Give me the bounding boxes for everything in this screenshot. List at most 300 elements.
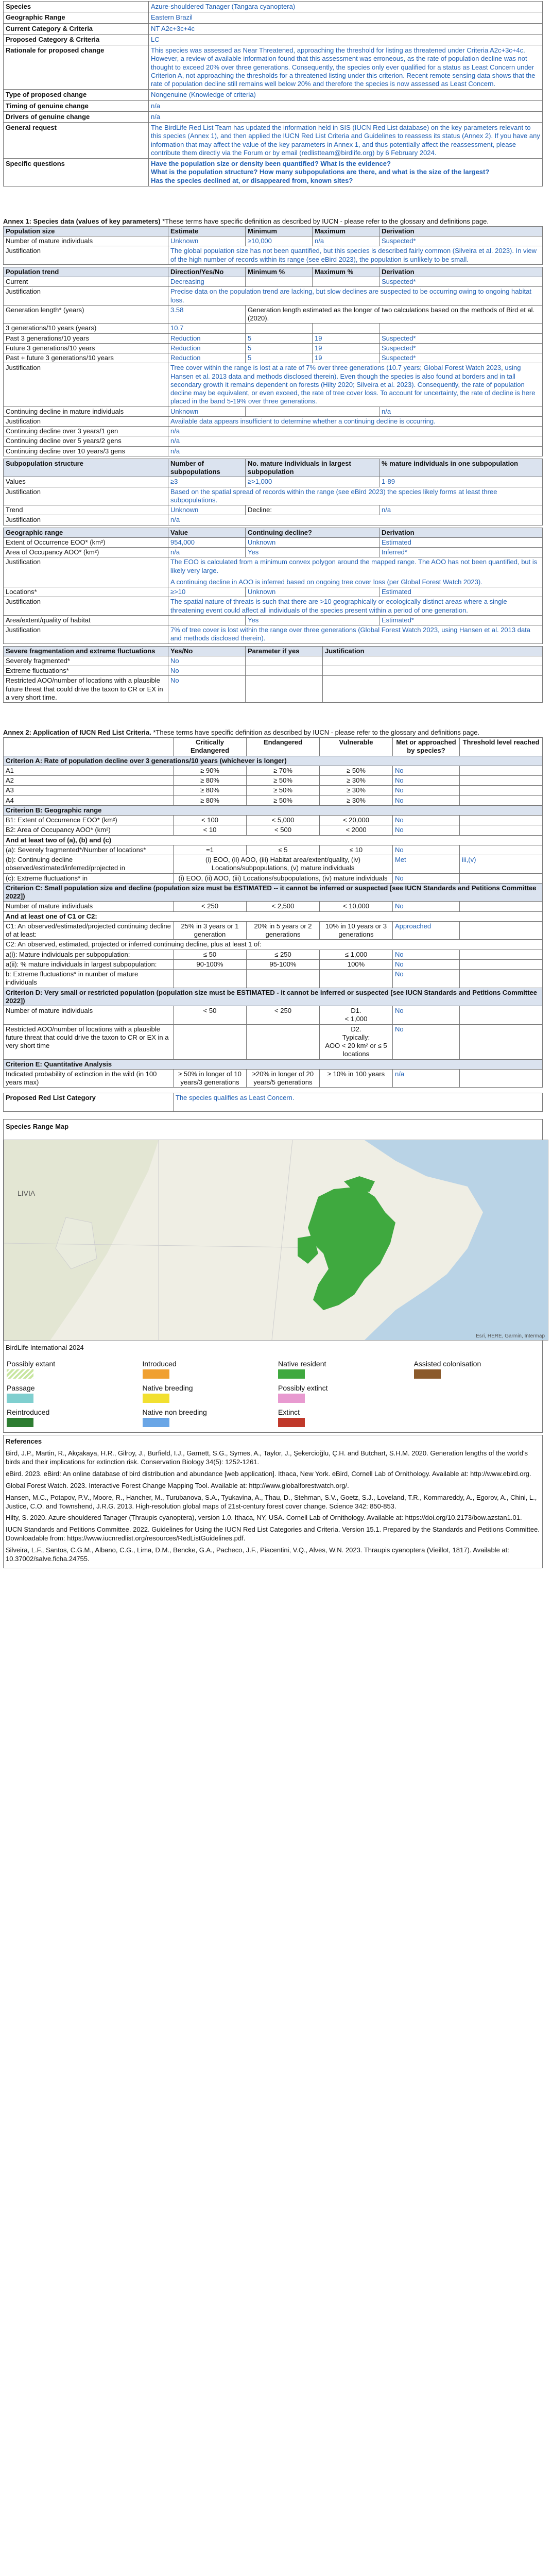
direction: Reduction bbox=[168, 353, 246, 363]
criterion-label: a(i): Mature individuals per subpopulation: bbox=[4, 950, 174, 959]
criterion-label: A1 bbox=[4, 766, 174, 775]
legend-item bbox=[143, 1408, 268, 1427]
legend-item bbox=[278, 1360, 404, 1379]
criterion-d-heading: Criterion D: Very small or restricted population (population size must be ESTIMATED - it cannot be inferred or suspected [see IUCN Standards and Petitions Committee 2022]) bbox=[4, 988, 543, 1006]
minimum bbox=[246, 324, 313, 333]
population-size-table bbox=[3, 226, 543, 265]
criterion-label: Number of mature individuals bbox=[4, 1006, 174, 1025]
threshold-cell: < 250 bbox=[247, 1006, 320, 1025]
row-label: Extent of Occurrence EOO* (km²) bbox=[4, 537, 168, 547]
parameter bbox=[246, 676, 323, 703]
value: n/a bbox=[168, 548, 246, 557]
justification bbox=[323, 666, 543, 676]
threshold-cell: ≥ 80% bbox=[174, 786, 247, 795]
met-value: No bbox=[393, 873, 460, 883]
legend-item bbox=[143, 1360, 268, 1379]
continuing-decline: Unknown bbox=[246, 587, 380, 597]
summary-label: Rationale for proposed change bbox=[4, 45, 149, 90]
continuing-decline: Yes bbox=[246, 615, 380, 625]
minimum: ≥10,000 bbox=[246, 236, 313, 246]
percent-in-one: 1-89 bbox=[380, 477, 543, 487]
threshold-value bbox=[460, 825, 543, 835]
row-label: 3 generations/10 years (years) bbox=[4, 324, 168, 333]
justification bbox=[323, 656, 543, 666]
met-value: No bbox=[393, 1024, 460, 1059]
summary-label: Geographic Range bbox=[4, 12, 149, 23]
justification-text: 7% of tree cover is lost within the range over three generations (Global Forest Watch 2023, using Hansen et al. 2013 data and methods disclosed therein). bbox=[168, 625, 543, 644]
threshold-cell: ≥ 50% bbox=[247, 776, 320, 786]
legend-swatch bbox=[278, 1418, 305, 1427]
threshold-value bbox=[460, 873, 543, 883]
threshold-cell: ≥ 50% bbox=[320, 766, 393, 775]
proposed-category-value: The species qualifies as Least Concern. bbox=[174, 1093, 543, 1112]
justification-text: n/a bbox=[168, 515, 543, 525]
summary-label: Species bbox=[4, 2, 149, 12]
continuing-decline: Yes bbox=[246, 548, 380, 557]
criterion-b-heading: Criterion B: Geographic range bbox=[4, 805, 543, 815]
derivation: Estimated* bbox=[380, 615, 543, 625]
threshold-value bbox=[460, 959, 543, 969]
justification-label: Justification bbox=[4, 287, 168, 306]
yes-no: No bbox=[168, 666, 246, 676]
threshold-cell: < 20,000 bbox=[320, 816, 393, 825]
threshold-cell: ≥ 80% bbox=[174, 795, 247, 805]
threshold-cell: ≤ 50 bbox=[174, 950, 247, 959]
threshold-cell: < 2000 bbox=[320, 825, 393, 835]
summary-row bbox=[4, 2, 543, 12]
summary-value: LC bbox=[149, 34, 543, 45]
threshold-cell: < 50 bbox=[174, 1006, 247, 1025]
threshold-cell: < 10,000 bbox=[320, 902, 393, 911]
legend-label: Possibly extant bbox=[7, 1360, 56, 1368]
threshold-cell: D1. < 1,000 bbox=[320, 1006, 393, 1025]
threshold-value bbox=[460, 1024, 543, 1059]
row-label: Trend bbox=[4, 505, 168, 515]
criterion-label: (c): Extreme fluctuations* in bbox=[4, 873, 174, 883]
met-value: No bbox=[393, 766, 460, 775]
population-trend-table bbox=[3, 267, 543, 456]
met-value: No bbox=[393, 825, 460, 835]
legend-label: Possibly extinct bbox=[278, 1384, 328, 1393]
justification-text: Tree cover within the range is lost at a rate of 7% over three generations (10.7 years; Global Forest Watch 2023, using Hansen et al. 2013 data and methods disclosed therein). Even though the species is also found at borders and in tall secondary growth it remains dependent on forests (Hilty 2020; Silveira et al. 2023). Consequently, the rate of population decline may be equivalent, or even exceed, the rate of tree cover loss. To account for uncertainty, the rate of decline is here placed in the band 5-19% over three generations. bbox=[168, 363, 543, 406]
column-header: Maximum bbox=[313, 226, 380, 236]
table-cell: Derivation bbox=[380, 267, 543, 277]
summary-value: Nongenuine (Knowledge of criteria) bbox=[149, 90, 543, 100]
map-place-label: LIVIA bbox=[18, 1189, 36, 1198]
column-header: Met or approached by species? bbox=[393, 738, 460, 756]
threshold-cell: ≥20% in longer of 20 years/5 generations bbox=[247, 1069, 320, 1088]
summary-row bbox=[4, 123, 543, 159]
column-header: Critically Endangered bbox=[174, 738, 247, 756]
threshold-cell: ≥ 50% in longer of 10 years/3 generations bbox=[174, 1069, 247, 1088]
threshold-cell: < 500 bbox=[247, 825, 320, 835]
legend-swatch bbox=[7, 1369, 33, 1379]
threshold-cell: < 250 bbox=[174, 902, 247, 911]
met-value: No bbox=[393, 786, 460, 795]
met-value: No bbox=[393, 776, 460, 786]
met-value: Approached bbox=[393, 921, 460, 940]
threshold-cell: < 2,500 bbox=[247, 902, 320, 911]
threshold-cell: < 10 bbox=[174, 825, 247, 835]
criterion-label: Restricted AOO/number of locations with a plausible future threat that could drive the taxon to CR or EX in a very short time bbox=[4, 1024, 174, 1059]
summary-value: n/a bbox=[149, 100, 543, 111]
threshold-cell: D2. Typically: AOO < 20 km² or ≤ 5 locations bbox=[320, 1024, 393, 1059]
row-label: Continuing decline over 3 years/1 gen bbox=[4, 427, 168, 436]
legend-label: Native non breeding bbox=[142, 1408, 207, 1417]
table-cell: Direction/Yes/No bbox=[168, 267, 246, 277]
generation-length-label: Generation length* (years) bbox=[4, 305, 168, 324]
column-header: Minimum bbox=[246, 226, 313, 236]
summary-row bbox=[4, 100, 543, 111]
row-label: Area/extent/quality of habitat bbox=[4, 615, 168, 625]
row-label: Past + future 3 generations/10 years bbox=[4, 353, 168, 363]
threshold-cell: ≤ 1,000 bbox=[320, 950, 393, 959]
met-value: No bbox=[393, 950, 460, 959]
summary-label: Specific questions bbox=[4, 159, 149, 187]
legend-item bbox=[414, 1384, 540, 1403]
map-legend bbox=[4, 1354, 542, 1432]
legend-item bbox=[143, 1384, 268, 1403]
legend-item bbox=[414, 1408, 540, 1427]
table-cell: Justification bbox=[323, 646, 543, 656]
subpop-count: ≥3 bbox=[168, 477, 246, 487]
row-label: Past 3 generations/10 years bbox=[4, 333, 168, 343]
threshold-cell bbox=[174, 1024, 247, 1059]
justification bbox=[323, 676, 543, 703]
justification-text: The spatial nature of threats is such that there are >10 geographically or ecologically distinct areas where a single threatening event could affect all individuals of the species present within a period of one generation. bbox=[168, 597, 543, 616]
annex-2-heading: Annex 2: Application of IUCN Red List Criteria. *These terms have specific definition as described by IUCN - please refer to the glossary and definitions page. bbox=[3, 728, 480, 736]
annex-1 bbox=[3, 217, 543, 703]
table-cell: Continuing decline? bbox=[246, 528, 380, 537]
summary-row bbox=[4, 45, 543, 90]
legend-swatch bbox=[143, 1394, 169, 1403]
decline-label: Decline: bbox=[246, 505, 380, 515]
direction: 10.7 bbox=[168, 324, 246, 333]
row-label: Area of Occupancy AOO* (km²) bbox=[4, 548, 168, 557]
row-label: Extreme fluctuations* bbox=[4, 666, 168, 676]
legend-label: Native breeding bbox=[142, 1384, 193, 1393]
table-cell: Severe fragmentation and extreme fluctuations bbox=[4, 646, 168, 656]
legend-item bbox=[7, 1360, 132, 1379]
threshold-value bbox=[460, 776, 543, 786]
legend-label: Introduced bbox=[142, 1360, 177, 1368]
threshold-cell bbox=[247, 1024, 320, 1059]
threshold-cell: 100% bbox=[320, 959, 393, 969]
criterion-label: (b): Continuing decline observed/estimated/inferred/projected in bbox=[4, 855, 174, 874]
legend-swatch bbox=[7, 1394, 33, 1403]
yes-no: No bbox=[168, 656, 246, 666]
summary-row bbox=[4, 23, 543, 34]
legend-item bbox=[7, 1384, 132, 1403]
derivation: Inferred* bbox=[380, 548, 543, 557]
met-value: No bbox=[393, 1006, 460, 1025]
legend-item bbox=[278, 1384, 404, 1403]
legend-label: Assisted colonisation bbox=[413, 1360, 481, 1368]
column-header: Endangered bbox=[247, 738, 320, 756]
maximum: n/a bbox=[313, 236, 380, 246]
legend-label: Extinct bbox=[278, 1408, 300, 1417]
summary-value: Azure-shouldered Tanager (Tangara cyanoptera) bbox=[149, 2, 543, 12]
range-map bbox=[4, 1140, 548, 1341]
annex-2 bbox=[3, 728, 543, 1112]
value: 954,000 bbox=[168, 537, 246, 547]
met-value: No bbox=[393, 795, 460, 805]
criterion-label: A4 bbox=[4, 795, 174, 805]
table-cell: Derivation bbox=[380, 528, 543, 537]
direction: Decreasing bbox=[168, 277, 246, 287]
derivation: Suspected* bbox=[380, 333, 543, 343]
column-header: Estimate bbox=[168, 226, 246, 236]
threshold-cell: ≥ 70% bbox=[247, 766, 320, 775]
row-label: Locations* bbox=[4, 587, 168, 597]
summary-label: Timing of genuine change bbox=[4, 100, 149, 111]
table-cell: No. mature individuals in largest subpopulation bbox=[246, 459, 380, 477]
threshold-cell: ≥ 30% bbox=[320, 776, 393, 786]
legend-swatch bbox=[7, 1418, 33, 1427]
threshold-value bbox=[460, 816, 543, 825]
threshold-cell: ≥ 50% bbox=[247, 786, 320, 795]
reference-item: Bird, J.P., Martin, R., Akçakaya, H.R., Gilroy, J., Burfield, I.J., Garnett, S.G., Symes, A., Taylor, J., Şekercioğlu, Ç.H. and Butchart, S.H.M. 2020. Generation lengths of the world's birds and their implications for extinction risk. Conservation Biology 34(5): 1252-1261. bbox=[6, 1449, 528, 1466]
table-cell: Value bbox=[168, 528, 246, 537]
threshold-cell: 10% in 10 years or 3 generations bbox=[320, 921, 393, 940]
largest-subpop: ≥>1,000 bbox=[246, 477, 380, 487]
summary-row bbox=[4, 111, 543, 122]
threshold-value bbox=[460, 921, 543, 940]
threshold-cell: < 100 bbox=[174, 816, 247, 825]
summary-label: General request bbox=[4, 123, 149, 159]
threshold-cell: ≥ 50% bbox=[247, 795, 320, 805]
derivation bbox=[380, 324, 543, 333]
minimum: 5 bbox=[246, 343, 313, 353]
maximum bbox=[313, 324, 380, 333]
summary-row bbox=[4, 12, 543, 23]
maximum: 19 bbox=[313, 353, 380, 363]
column-header: Threshold level reached bbox=[460, 738, 543, 756]
justification-label: Justification bbox=[4, 487, 168, 505]
value bbox=[168, 615, 246, 625]
criterion-label: Number of mature individuals bbox=[4, 902, 174, 911]
continuing-decline: Unknown bbox=[246, 537, 380, 547]
criterion-label: A2 bbox=[4, 776, 174, 786]
threshold-value bbox=[460, 970, 543, 988]
met-value: No bbox=[393, 902, 460, 911]
justification-label: Justification bbox=[4, 363, 168, 406]
value: ≥>10 bbox=[168, 587, 246, 597]
decline-value: n/a bbox=[380, 505, 543, 515]
minimum: 5 bbox=[246, 333, 313, 343]
justification-label: Justification bbox=[4, 246, 168, 265]
row-label: Values bbox=[4, 477, 168, 487]
justification-label: Justification bbox=[4, 625, 168, 644]
criterion-label: b: Extreme fluctuations* in number of mature individuals bbox=[4, 970, 174, 988]
justification-label: Justification bbox=[4, 557, 168, 587]
criterion-a-heading: Criterion A: Rate of population decline over 3 generations/10 years (whichever is longer) bbox=[4, 756, 543, 766]
reference-item: IUCN Standards and Petitions Committee. 2022. Guidelines for Using the IUCN Red List Categories and Criteria. Version 15.1. Prepared by the Standards and Petitions Committee. Downloadable from: https://www.iucnredlist.org/resources/RedListGuidelines.pdf. bbox=[6, 1526, 540, 1543]
maximum bbox=[313, 277, 380, 287]
legend-item bbox=[414, 1360, 540, 1379]
row-value: n/a bbox=[168, 436, 543, 446]
legend-swatch bbox=[143, 1418, 169, 1427]
threshold-cell: ≤ 10 bbox=[320, 845, 393, 855]
table-cell: Population trend bbox=[4, 267, 168, 277]
criterion-label: C1: An observed/estimated/projected continuing decline of at least: bbox=[4, 921, 174, 940]
table-cell: Geographic range bbox=[4, 528, 168, 537]
minimum: 5 bbox=[246, 353, 313, 363]
threshold-cell: ≥ 30% bbox=[320, 795, 393, 805]
row-label: Continuing decline over 5 years/2 gens bbox=[4, 436, 168, 446]
summary-row bbox=[4, 34, 543, 45]
fragmentation-table bbox=[3, 646, 543, 703]
criterion-label: a(ii): % mature individuals in largest subpopulation: bbox=[4, 959, 174, 969]
threshold-cell: =1 bbox=[174, 845, 247, 855]
references-section bbox=[3, 1435, 543, 1568]
criterion-c-heading: Criterion C: Small population size and decline (population size must be ESTIMATED -- it cannot be inferred or suspected [see IUCN Standards and Petitions Committee 2022]) bbox=[4, 883, 543, 902]
minimum bbox=[246, 277, 313, 287]
threshold-cell: ≥ 30% bbox=[320, 786, 393, 795]
legend-swatch bbox=[414, 1369, 441, 1379]
table-cell: Parameter if yes bbox=[246, 646, 323, 656]
criterion-options: (i) EOO, (ii) AOO, (iii) Habitat area/extent/quality, (iv) Locations/subpopulations, (v) mature individuals bbox=[174, 855, 393, 874]
subpopulation-table bbox=[3, 459, 543, 526]
row-label: Current bbox=[4, 277, 168, 287]
reference-item: Silveira, L.F., Santos, C.G.M., Albano, C.G., Lima, D.M., Bencke, G.A., Pacheco, J.F., Piacentini, V.Q., Alves, W.N. 2023. Thraupis cyanoptera (Vieillot, 1817). Available at: 10.37002/salve.ficha.24755. bbox=[6, 1546, 509, 1563]
row-label: Severely fragmented* bbox=[4, 656, 168, 666]
threshold-cell: 25% in 3 years or 1 generation bbox=[174, 921, 247, 940]
justification-text: Available data appears insufficient to determine whether a continuing decline is occurring. bbox=[168, 416, 543, 426]
map-attribution: Esri, HERE, Garmin, Intermap bbox=[476, 1333, 545, 1340]
column-header: Vulnerable bbox=[320, 738, 393, 756]
threshold-cell: ≥ 90% bbox=[174, 766, 247, 775]
summary-label: Drivers of genuine change bbox=[4, 111, 149, 122]
met-value: n/a bbox=[393, 1069, 460, 1088]
annex-1-heading: Annex 1: Species data (values of key parameters) *These terms have specific definition as described by IUCN - please refer to the glossary and definitions page. bbox=[3, 217, 489, 225]
proposed-category-label: Proposed Red List Category bbox=[4, 1093, 174, 1112]
generation-length-note: Generation length estimated as the longer of two calculations based on the methods of Bird et al. (2020). bbox=[246, 305, 543, 324]
threshold-cell: ≤ 5 bbox=[247, 845, 320, 855]
legend-label: Native resident bbox=[278, 1360, 326, 1368]
justification-label: Justification bbox=[4, 515, 168, 525]
justification-label: Justification bbox=[4, 597, 168, 616]
criterion-b-subheading: And at least two of (a), (b) and (c) bbox=[4, 835, 543, 845]
legend-swatch bbox=[278, 1369, 305, 1379]
threshold-cell: 20% in 5 years or 2 generations bbox=[247, 921, 320, 940]
threshold-value bbox=[460, 1006, 543, 1025]
summary-label: Type of proposed change bbox=[4, 90, 149, 100]
summary-label: Current Category & Criteria bbox=[4, 23, 149, 34]
threshold-value bbox=[460, 1069, 543, 1088]
threshold-cell bbox=[320, 970, 393, 988]
threshold-cell: ≥ 80% bbox=[174, 776, 247, 786]
row-value: n/a bbox=[168, 446, 543, 456]
threshold-cell: < 5,000 bbox=[247, 816, 320, 825]
summary-table bbox=[3, 1, 543, 187]
summary-value: This species was assessed as Near Threatened, approaching the threshold for listing as threatened under Criteria A2c+3c+4c. However, a review of available information found that this assessment was erroneous, as the rate of population decline was not thought to exceed 20% over three generations. Consequently, the species only ever qualified for a status as Least Concern under Criterion A, not approaching the thresholds for a threatened listing under this criterion. Recent remote sensing data shows that the rate of population decline still remains well below 20% and therefore the species is now assessed as Least Concern. bbox=[149, 45, 543, 90]
range-map-heading: Species Range Map bbox=[6, 1123, 69, 1131]
estimate: Unknown bbox=[168, 236, 246, 246]
met-value: Met bbox=[393, 855, 460, 874]
references-heading: References bbox=[6, 1437, 42, 1446]
summary-value: n/a bbox=[149, 111, 543, 122]
row-label: Restricted AOO/number of locations with a plausible future threat that could drive the taxon to CR or EX in a very short time. bbox=[4, 676, 168, 703]
reference-item: Hilty, S. 2020. Azure-shouldered Tanager (Thraupis cyanoptera), version 1.0. Ithaca, NY, USA. Cornell Lab of Ornithology. Available at: https://doi.org/10.2173/bow.azstan1.01. bbox=[6, 1514, 522, 1522]
map-credit: BirdLife International 2024 bbox=[6, 1344, 84, 1352]
justification-text: Based on the spatial spread of records within the range (see eBird 2023) the species likely forms at least three subpopulations. bbox=[168, 487, 543, 505]
derivation: Suspected* bbox=[380, 277, 543, 287]
range-map-section bbox=[3, 1119, 543, 1433]
threshold-value bbox=[460, 795, 543, 805]
table-cell: Maximum % bbox=[313, 267, 380, 277]
maximum: 19 bbox=[313, 343, 380, 353]
column-header: Population size bbox=[4, 226, 168, 236]
row-value: n/a bbox=[168, 427, 543, 436]
legend-swatch bbox=[278, 1394, 305, 1403]
parameter bbox=[246, 656, 323, 666]
derivation: Estimated bbox=[380, 587, 543, 597]
reference-item: Hansen, M.C., Potapov, P.V., Moore, R., Hancher, M., Turubanova, S.A., Tyukavina, A., Thau, D., Stehman, S.V., Goetz, S.J., Loveland, T.R., Kommareddy, A., Egorov, A., Chini, L., Justice, C.O. and Townshend, J.R.G. 2013. High-resolution global maps of 21st-century forest cover change. Science 342: 850-853. bbox=[6, 1493, 537, 1510]
summary-label: Proposed Category & Criteria bbox=[4, 34, 149, 45]
continuing-decline-label: Continuing decline in mature individuals bbox=[4, 406, 168, 416]
legend-label: Passage bbox=[7, 1384, 35, 1393]
column-header: Derivation bbox=[380, 226, 543, 236]
criterion-label: B2: Area of Occupancy AOO* (km²) bbox=[4, 825, 174, 835]
row-label: Number of mature individuals bbox=[4, 236, 168, 246]
table-cell: Number of subpopulations bbox=[168, 459, 246, 477]
yes-no: No bbox=[168, 676, 246, 703]
summary-value: NT A2c+3c+4c bbox=[149, 23, 543, 34]
met-value: No bbox=[393, 845, 460, 855]
met-value: No bbox=[393, 959, 460, 969]
threshold-cell bbox=[247, 970, 320, 988]
criterion-label: (a): Severely fragmented*/Number of locations* bbox=[4, 845, 174, 855]
summary-row bbox=[4, 90, 543, 100]
threshold-cell bbox=[174, 970, 247, 988]
criterion-options: (i) EOO, (ii) AOO, (iii) Locations/subpopulations, (iv) mature individuals bbox=[174, 873, 393, 883]
derivation: Suspected* bbox=[380, 236, 543, 246]
criterion-label: A3 bbox=[4, 786, 174, 795]
summary-value: The BirdLife Red List Team has updated the information held in SIS (IUCN Red List database) on the key parameters relevant to this species (Annex 1), and then applied the IUCN Red List Criteria and Guidelines to reassess its status (Annex 2). If you have any information that may affect the value of the key parameters in Annex 1, and thus potentially affect the reassessment, please contribute them directly via the Forum or by email (redlistteam@birdlife.org) by 6 February 2024. bbox=[149, 123, 543, 159]
threshold-value bbox=[460, 786, 543, 795]
table-cell: % mature individuals in one subpopulation bbox=[380, 459, 543, 477]
met-value: No bbox=[393, 816, 460, 825]
continuing-decline-value: Unknown bbox=[168, 406, 246, 416]
threshold-cell: ≤ 250 bbox=[247, 950, 320, 959]
threshold-cell: 95-100% bbox=[247, 959, 320, 969]
criterion-c-subheading: And at least one of C1 or C2: bbox=[4, 911, 543, 921]
trend-value: Unknown bbox=[168, 505, 246, 515]
legend-item bbox=[7, 1408, 132, 1427]
legend-item bbox=[278, 1408, 404, 1427]
criteria-table bbox=[3, 737, 543, 1088]
table-cell: Subpopulation structure bbox=[4, 459, 168, 477]
parameter bbox=[246, 666, 323, 676]
range-map-graphic bbox=[4, 1140, 548, 1340]
met-value: No bbox=[393, 970, 460, 988]
justification-text: The EOO is calculated from a minimum convex polygon around the mapped range. The AOO has not been quantified, but is likely very large. A continuing decline in AOO is inferred based on ongoing tree cover loss (per Global Forest Watch 2023). bbox=[168, 557, 543, 587]
reference-item: Global Forest Watch. 2023. Interactive Forest Change Mapping Tool. Available at: http://www.globalforestwatch.org/. bbox=[6, 1481, 349, 1489]
derivation: Suspected* bbox=[380, 343, 543, 353]
threshold-value bbox=[460, 950, 543, 959]
criterion-e-heading: Criterion E: Quantitative Analysis bbox=[4, 1059, 543, 1069]
summary-row bbox=[4, 159, 543, 187]
derivation: Suspected* bbox=[380, 353, 543, 363]
criterion-label: B1: Extent of Occurrence EOO* (km²) bbox=[4, 816, 174, 825]
justification-text: Precise data on the population trend are lacking, but slow declines are suspected to be occurring owing to ongoing habitat loss. bbox=[168, 287, 543, 306]
justification-text: The global population size has not been quantified, but this species is described fairly common (Silveira et al. 2023). In view of the high number of records within its range (see eBird 2023), the population is unlikely to be small. bbox=[168, 246, 543, 265]
justification-label: Justification bbox=[4, 416, 168, 426]
threshold-cell: 90-100% bbox=[174, 959, 247, 969]
reference-item: eBird. 2023. eBird: An online database of bird distribution and abundance [web application]. Ithaca, New York. eBird, Cornell Lab of Ornithology. Available at: http://www.ebird.org. bbox=[6, 1469, 531, 1478]
generation-length-value: 3.58 bbox=[168, 305, 246, 324]
